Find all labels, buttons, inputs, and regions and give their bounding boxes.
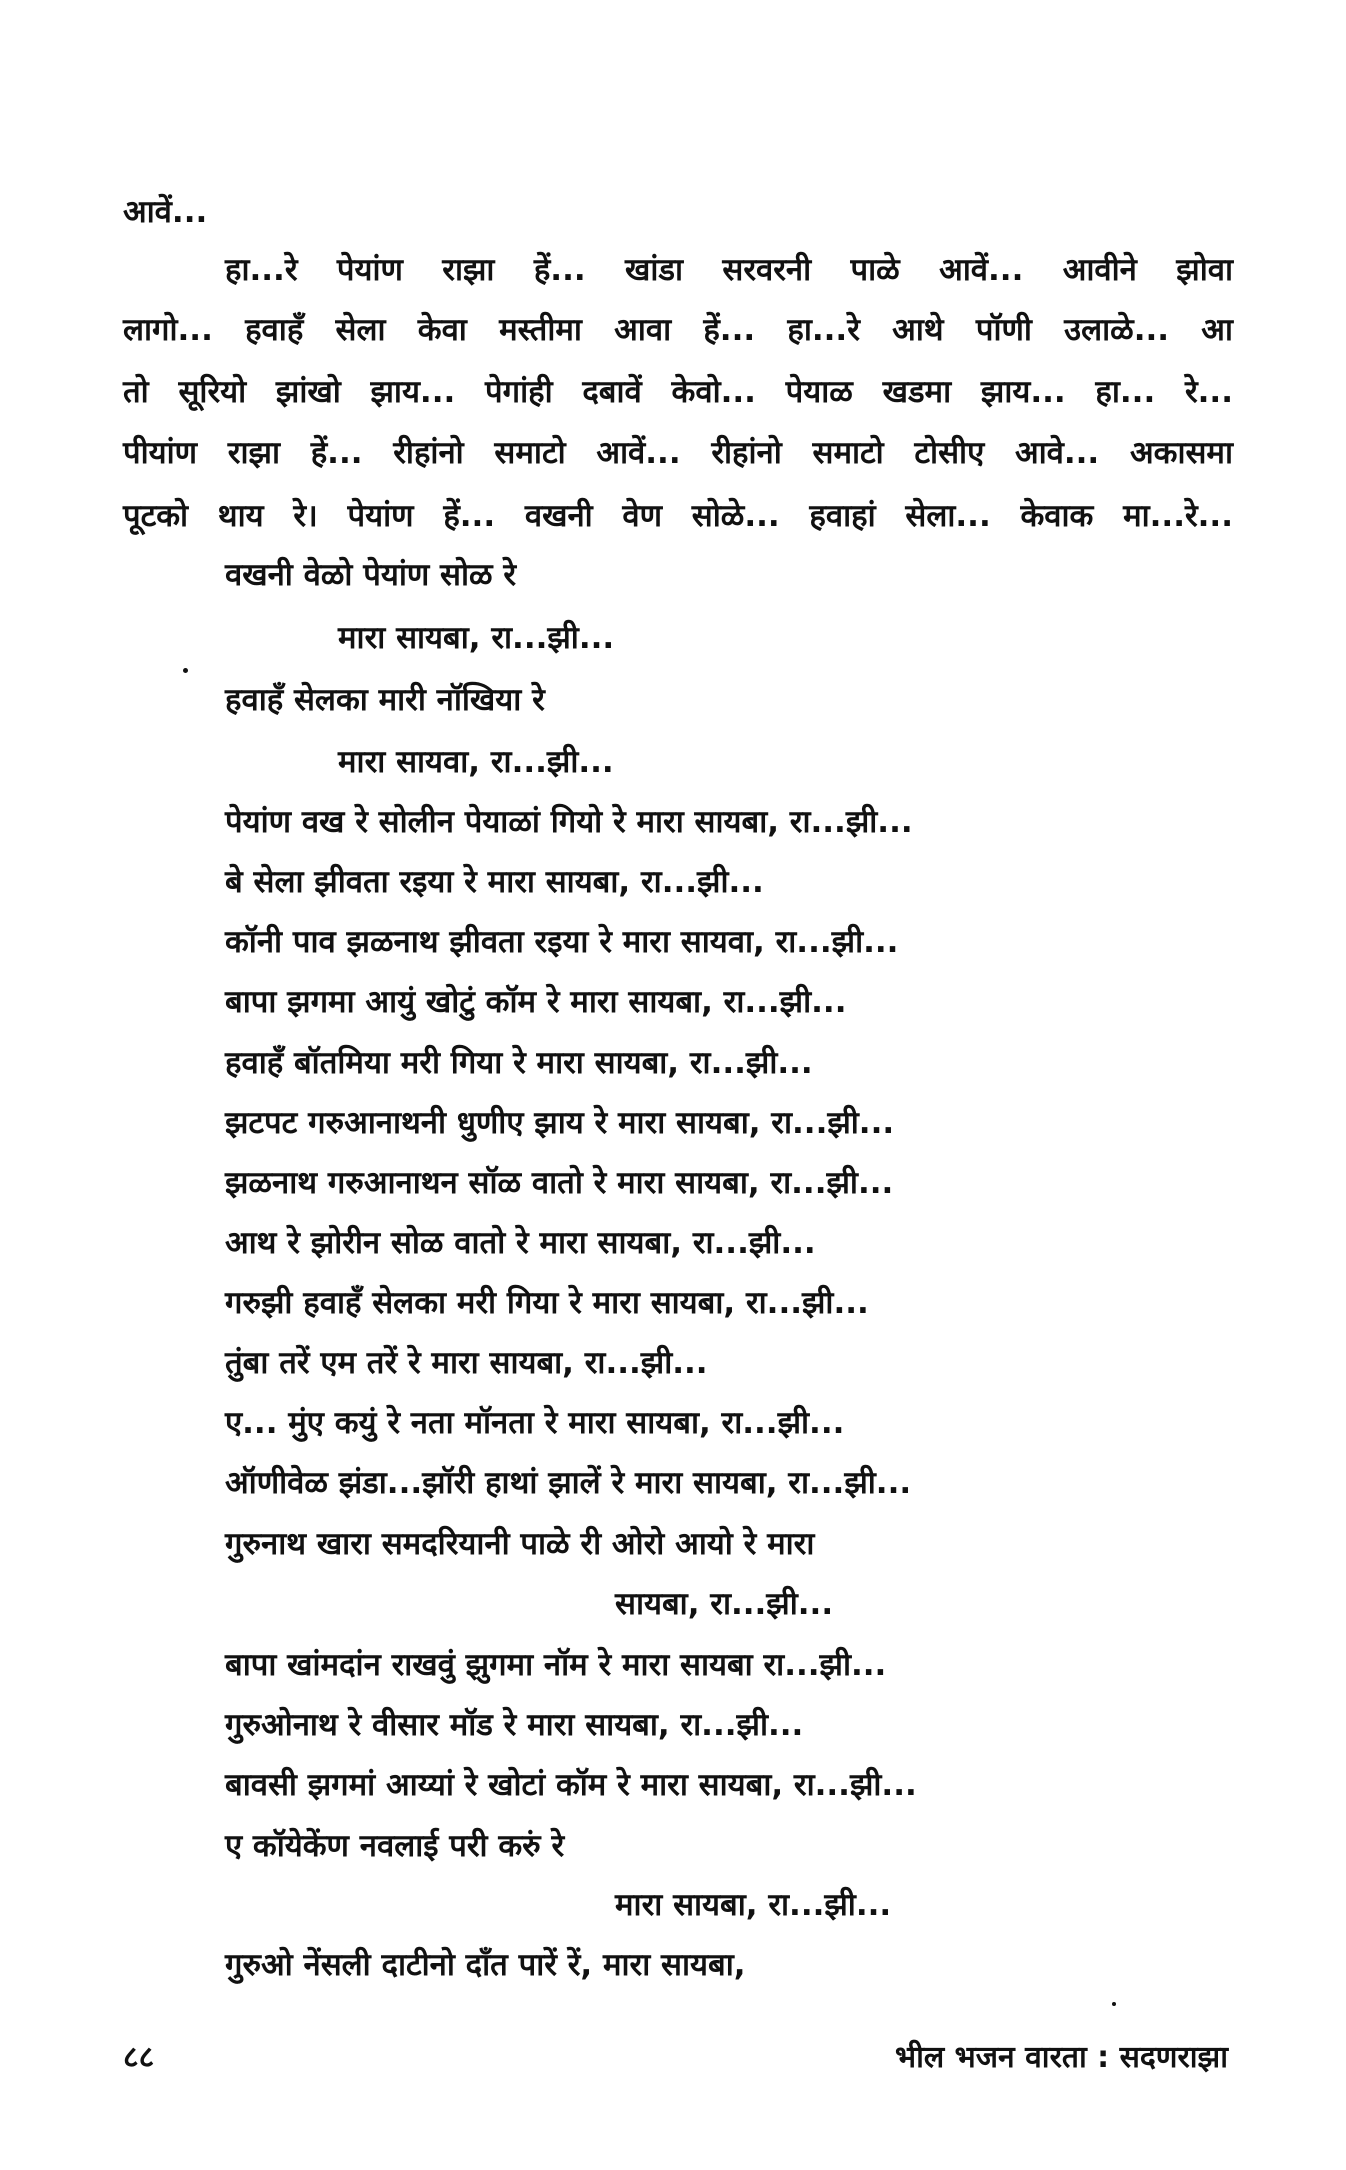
verse-line-13: गरुझी हवाहँ सेलका मरी गिया रे मारा सायबा, रा...झी...: [225, 1285, 869, 1321]
verse-line-4: मारा सायवा, रा...झी...: [338, 744, 614, 780]
verse-line-8: बापा झगमा आयुं खोटुं कॉम रे मारा सायबा, रा...झी...: [225, 984, 847, 1020]
verse-line-3: हवाहँ सेलका मारी नॉखिया रे: [225, 682, 545, 718]
verse-line-14: तुंबा तरें एम तरें रे मारा सायबा, रा...झी...: [225, 1345, 708, 1381]
verse-line-10: झटपट गरुआनाथनी धुणीए झाय रे मारा सायबा, रा...झी...: [225, 1105, 895, 1141]
verse-line-11: झळनाथ गरुआनाथन सॉळ वातो रे मारा सायबा, रा...झी...: [225, 1165, 894, 1201]
verse-line-1: वखनी वेळो पेयांण सोळ रे: [225, 557, 517, 593]
verse-line-16: ऑणीवेळ झंडा...झॉरी हाथां झालें रे मारा सायबा, रा...झी...: [225, 1465, 912, 1501]
verse-line-15: ए... मुंए कयुं रे नता मॉनता रे मारा सायबा, रा...झी...: [225, 1405, 845, 1441]
verse-line-20: गुरुओनाथ रे वीसार मॉड रे मारा सायबा, रा...झी...: [225, 1707, 804, 1743]
opening-word: आवें...: [123, 194, 208, 230]
verse-line-18: सायबा, रा...झी...: [615, 1586, 834, 1622]
verse-line-21: बावसी झगमां आय्यां रे खोटां कॉम रे मारा सायबा, रा...झी...: [225, 1767, 917, 1803]
stray-mark: [183, 668, 188, 673]
verse-line-7: कॉनी पाव झळनाथ झीवता रइया रे मारा सायवा, रा...झी...: [225, 924, 899, 960]
verse-line-17: गुरुनाथ खारा समदरियानी पाळे री ओरो आयो रे मारा: [225, 1526, 815, 1562]
prose-line-4: पीयांण राझा हें... रीहांनो समाटो आवें... रीहांनो समाटो टोसीए आवे... अकासमा: [123, 435, 1233, 471]
running-title: भील भजन वारता : सदणराझा: [895, 2040, 1228, 2075]
verse-line-5: पेयांण वख रे सोलीन पेयाळां गियो रे मारा सायबा, रा...झी...: [225, 804, 913, 840]
prose-line-2: लागो... हवाहँ सेला केवा मस्तीमा आवा हें... हा...रे आथे पॉणी उलाळे... आ: [123, 312, 1233, 348]
verse-line-6: बे सेला झीवता रइया रे मारा सायबा, रा...झी...: [225, 864, 764, 900]
verse-line-9: हवाहँ बॉतमिया मरी गिया रे मारा सायबा, रा...झी...: [225, 1045, 813, 1081]
stray-mark: [1112, 2002, 1116, 2006]
verse-line-22: ए कॉयेकेंण नवलाई परी करुं रे: [225, 1828, 565, 1864]
prose-line-1: हा...रे पेयांण राझा हें... खांडा सरवरनी पाळे आवें... आवीने झोवा: [225, 252, 1233, 288]
verse-line-23: मारा सायबा, रा...झी...: [615, 1887, 892, 1923]
prose-line-5: पूटको थाय रे। पेयांण हें... वखनी वेण सोळे... हवाहां सेला... केवाक मा...रे...: [123, 498, 1233, 534]
verse-line-24: गुरुओ नेंसली दाटीनो दॉंत पारें रें, मारा सायबा,: [225, 1947, 746, 1983]
verse-line-12: आथ रे झोरीन सोळ वातो रे मारा सायबा, रा...झी...: [225, 1225, 816, 1261]
verse-line-2: मारा सायबा, रा...झी...: [338, 620, 615, 656]
prose-line-3: तो सूरियो झांखो झाय... पेगांही दबावें केवो... पेयाळ खडमा झाय... हा... रे...: [123, 374, 1233, 410]
verse-line-19: बापा खांमदांन राखवुं झुगमा नॉम रे मारा सायबा रा...झी...: [225, 1647, 887, 1683]
page-number: ८८: [123, 2040, 155, 2075]
